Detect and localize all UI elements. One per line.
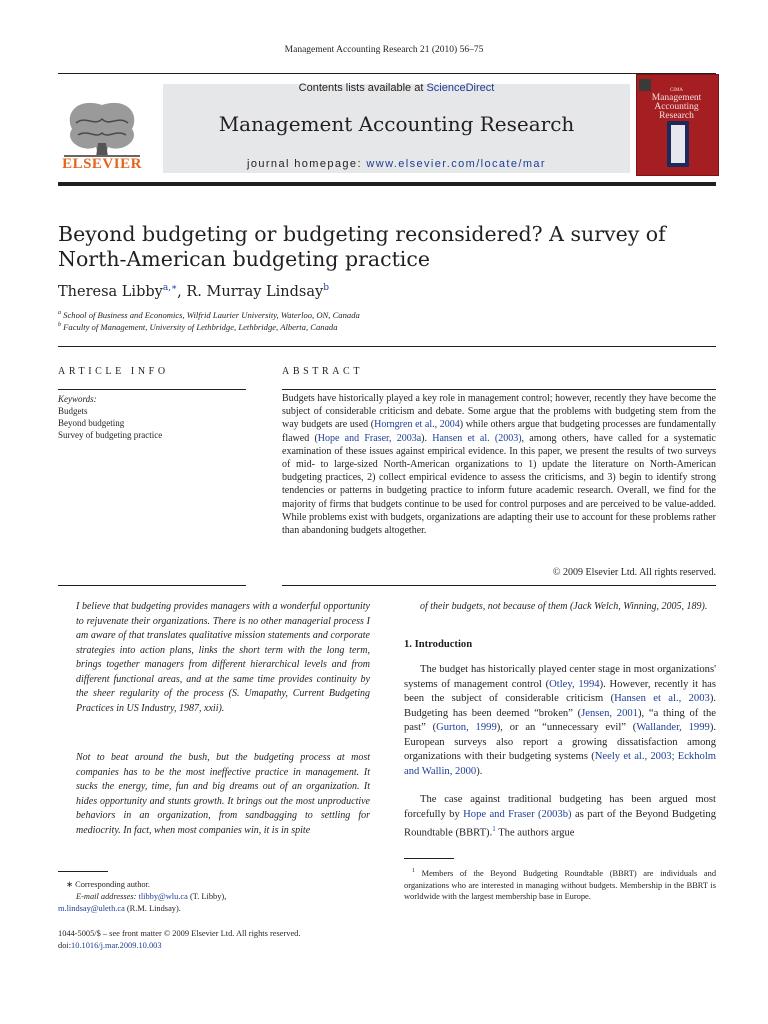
affiliation-b-mark: b [58,322,61,329]
intro-p1-f: ). European surveys also report a growing dissatisfaction among organizations with their budgeting systems ( [404,722,717,762]
citation-hope-fraser-2003a[interactable]: Hope and Fraser, 2003a [317,432,422,444]
journal-homepage [163,158,630,170]
publisher-wordmark: ELSEVIER [62,156,142,172]
citation-hansen[interactable]: Hansen et al. (2003) [432,432,522,444]
email-lindsay-link[interactable]: m.lindsay@uleth.ca [58,904,125,913]
intro-p1-b: ). However, recently it has been the subject of considerable criticism ( [404,678,716,704]
email-libby-owner: (T. Libby), [187,892,227,901]
contents-line [163,82,630,94]
header-rule [58,73,716,74]
email-libby-link[interactable]: tlibby@wlu.ca [138,892,188,901]
footnote-rule-left [58,871,108,872]
affiliation-a-text: School of Business and Economics, Wilfrid Laurier University, Waterloo, ON, Canada [63,310,360,320]
keywords-label: Keywords: [58,394,97,404]
doi-link[interactable]: 10.1016/j.mar.2009.10.003 [71,940,162,950]
article-info-rule [58,389,246,390]
author-2-affiliation[interactable]: b [323,283,329,293]
affiliation-b-text: Faculty of Management, University of Lethbridge, Lethbridge, Alberta, Canada [63,322,338,332]
affiliation-b [58,322,338,332]
abstract-bottom-rule [282,585,716,586]
footnote-1-mark: 1 [412,868,415,874]
abstract-text [282,392,716,537]
citation-neely-eckholm[interactable]: Neely et al., 2003; Eckholm and Wallin, 2000 [404,751,716,777]
intro-paragraph-2 [404,793,716,841]
issn-doi-block [58,928,378,952]
corresponding-author-note [66,879,150,891]
homepage-prefix: journal homepage: [246,158,367,170]
abstract-part-4: , among others, have called for a systematic examination of these issues against empirical evidence. In this paper, we present the results of two surveys of mid- to large-sized North-American organizations to 1) update the literature on North-American budgeting practices, 2) collect empirical evidence to assess the criticisms, and 3) begin to identify strong tendencies or patterns in budgeting practice to inform future academic research. Overall, we find for the majority of firms that budgets continue to be used for control purposes and are perceived to be value-added. While problems exist with budgets, organizations are adapting their use to account for these problems rather than abandoning budgets altogether. [282,432,716,537]
footnote-1 [404,866,716,903]
section-heading-introduction: 1. Introduction [404,639,473,650]
author-1: Theresa Libby [58,283,163,300]
header-thick-rule [58,182,716,186]
issn-line: 1044-5005/$ – see front matter © 2009 Elsevier Ltd. All rights reserved. [58,929,301,938]
keyword-1: Budgets [58,406,88,416]
epigraph-welch-continued: of their budgets, not because of them (Jack Welch, Winning, 2005, 189). [420,601,708,612]
intro-p2-a: The case against traditional budgeting has been argued most forcefully by [404,794,716,820]
intro-p2-b: as part of the Beyond Budgeting Roundtable (BBRT). [404,808,717,839]
author-separator: , [177,283,187,300]
email-addresses [76,891,226,903]
intro-p1-d: ), “a thing of the past” ( [404,707,717,733]
email-label: E-mail addresses: [76,892,137,901]
footnote-1-marker[interactable]: 1 [492,825,496,833]
corresponding-text: Corresponding author. [75,880,151,889]
author-2: R. Murray Lindsay [186,283,324,300]
cover-label: CIMA [669,88,684,93]
epigraph-umapathy: I believe that budgeting provides managers with a wonderful opportunity to rejuvenate their organizations. There is no other managerial process I am aware of that translates qualitative mission statements and corporate strategies into action plans, links the short term with the long term, brings together managers from different hierarchical levels and from different functional areas, and at the same time provides continuity by the sheer regularity of the process (S. Umapathy, Current Budgeting Practices in US Industry, 1987, xxii). [76,601,370,714]
intro-p1-c: ). Budgeting has been deemed “broken” ( [404,693,716,719]
footnote-1-text: Members of the Beyond Budgeting Roundtable (BBRT) are individuals and organizations who are interested in managing without budgets. Membership in the BBRT is worldwide with the largest membership base in Europe. [404,868,717,902]
homepage-link[interactable]: www.elsevier.com/locate/mar [366,158,546,170]
article-info-heading: ARTICLE INFO [58,366,169,377]
email-lindsay-owner: (R.M. Lindsay). [124,904,181,913]
cover-journal-title: Management Accounting Research [651,93,702,121]
sciencedirect-link[interactable]: ScienceDirect [426,82,495,94]
citation-wallander[interactable]: Wallander, 1999 [636,722,710,733]
email-addresses-line-2 [58,903,181,915]
abstract-part-2: ) while others argue that budgeting processes are fundamentally flawed ( [282,419,716,444]
abstract-part-3: ). [421,432,433,444]
citation-otley[interactable]: Otley, 1994 [549,678,600,690]
intro-p1-a: The budget has historically played center stage in most organizations' systems of management control ( [404,664,716,690]
citation-horngren[interactable]: Horngren et al., 2004 [374,419,460,431]
article-info-bottom-rule [58,585,246,586]
contents-prefix: Contents lists available at [298,82,427,94]
abstract-part-1: Budgets have historically played a key role in management control; however, recently they have become the subject of considerable criticism and debate. Some argue that the problems with budgeting stem from the way budgets are used ( [282,393,716,431]
abstract-heading: ABSTRACT [282,366,364,377]
cover-title [640,88,713,121]
abstract-rule [282,389,716,390]
title-block-rule [58,346,716,347]
citation-gurton[interactable]: Gurton, 1999 [436,722,497,733]
journal-title: Management Accounting Research [218,112,575,136]
keywords-block [58,393,246,441]
author-1-affiliation[interactable]: a,∗ [162,283,178,293]
doi-label: doi: [58,940,72,950]
citation-hope-fraser-2003b[interactable]: Hope and Fraser (2003b) [463,808,572,820]
affiliation-a [58,310,360,320]
intro-p1-g: ). [476,765,483,777]
citation-jensen[interactable]: Jensen, 2001 [581,707,638,719]
intro-p1-e: ), or an “unnecessary evil” ( [496,722,637,733]
keyword-3: Survey of budgeting practice [58,430,163,440]
doi-line [58,940,378,952]
affiliation-a-mark: a [58,310,61,317]
article-title: Beyond budgeting or budgeting reconsidered? A survey of North-American budgeting practice [58,222,666,271]
keyword-2: Beyond budgeting [58,418,125,428]
epigraph-welch: Not to beat around the bush, but the budgeting process at most companies has to be the most ineffective practice in management. It sucks the energy, time, fun and big dreams out of an organization. It hides opportunity and stunts growth. It brings out the most unproductive behaviors in an organization, from sandbagging to settling for mediocrity. In fact, when most companies win, it is in spite [76,752,370,836]
journal-reference: Management Accounting Research 21 (2010) 56–75 [284,45,484,55]
corresponding-mark: ∗ [66,880,74,889]
intro-p2-c: The authors argue [495,827,575,839]
intro-paragraph-1 [404,663,716,779]
citation-hansen-2003[interactable]: Hansen et al., 2003 [614,693,710,704]
abstract-copyright: © 2009 Elsevier Ltd. All rights reserved. [552,567,716,578]
author-line [58,283,329,300]
footnote-rule-right [404,858,454,859]
